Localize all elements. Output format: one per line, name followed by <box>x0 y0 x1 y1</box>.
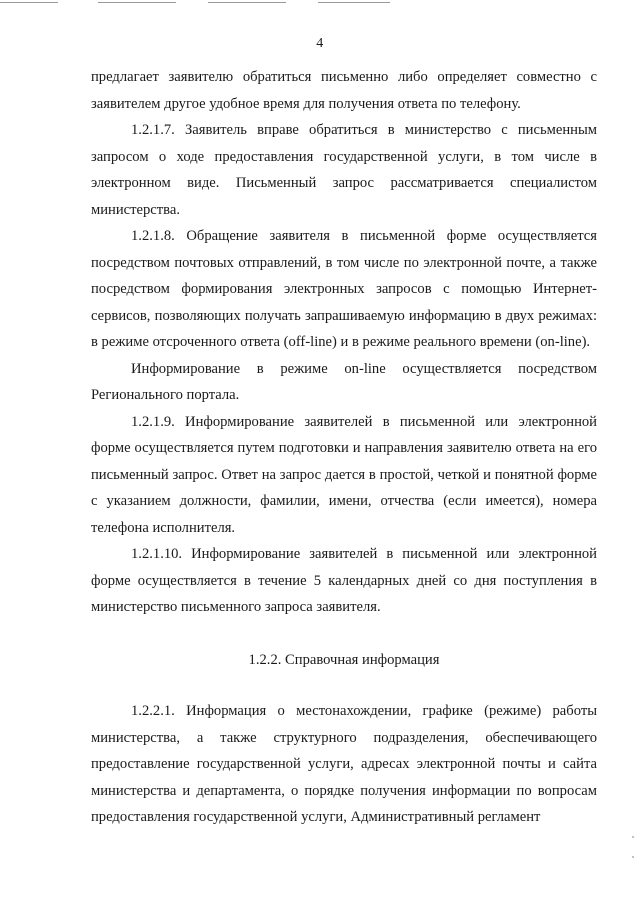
paragraph-1-2-1-9: 1.2.1.9. Информирование заявителей в письменной или электронной форме осуществляется путем подготовки и направления заявителю ответа на его письменный запрос. Ответ на запрос дается в простой, четкой и понятной форме с указанием должности, фамилии, имени, отчества (если имеется), номера телефона исполнителя. <box>91 413 597 536</box>
paragraph-online-informing: Информирование в режиме on-line осуществляется посредством Регионального портала. <box>91 360 597 403</box>
paragraph-1-2-1-8: 1.2.1.8. Обращение заявителя в письменной форме осуществляется посредством почтовых отправлений, в том числе по электронной почте, а также посредством формирования электронных запросов с помощью Интернет-сервисов, позволяющих получать запрашиваемую информацию в двух режимах: в режиме отсроченного ответа (off-line) и в режиме реального времени (on-line). <box>91 228 597 350</box>
scan-top-marks <box>0 0 640 6</box>
paragraph-1-2-1-10: 1.2.1.10. Информирование заявителей в письменной или электронной форме осуществляется в течение 5 календарных дней со дня поступления в министерство письменного запроса заявителя. <box>91 546 597 615</box>
scan-artifact-dot <box>632 836 634 838</box>
paragraph-continuation: предлагает заявителю обратиться письменно либо определяет совместно с заявителем другое удобное время для получения ответа по телефону. <box>91 69 597 112</box>
document-body <box>91 64 597 831</box>
page-number: 4 <box>316 36 324 51</box>
paragraph-1-2-1-7: 1.2.1.7. Заявитель вправе обратиться в министерство с письменным запросом о ходе предоставления государственной услуги, в том числе в электронном виде. Письменный запрос рассматривается специалистом министерства. <box>91 122 597 218</box>
paragraph-1-2-2-1: 1.2.2.1. Информация о местонахождении, графике (режиме) работы министерства, а также структурного подразделения, обеспечивающего предоставление государственной услуги, адресах электронной почты и сайта министерства и департамента, о порядке получения информации по вопросам предоставления государственной услуги, Административный регламент <box>91 703 597 825</box>
section-heading: 1.2.2. Справочная информация <box>248 651 440 668</box>
scan-artifact-dot <box>632 856 634 858</box>
